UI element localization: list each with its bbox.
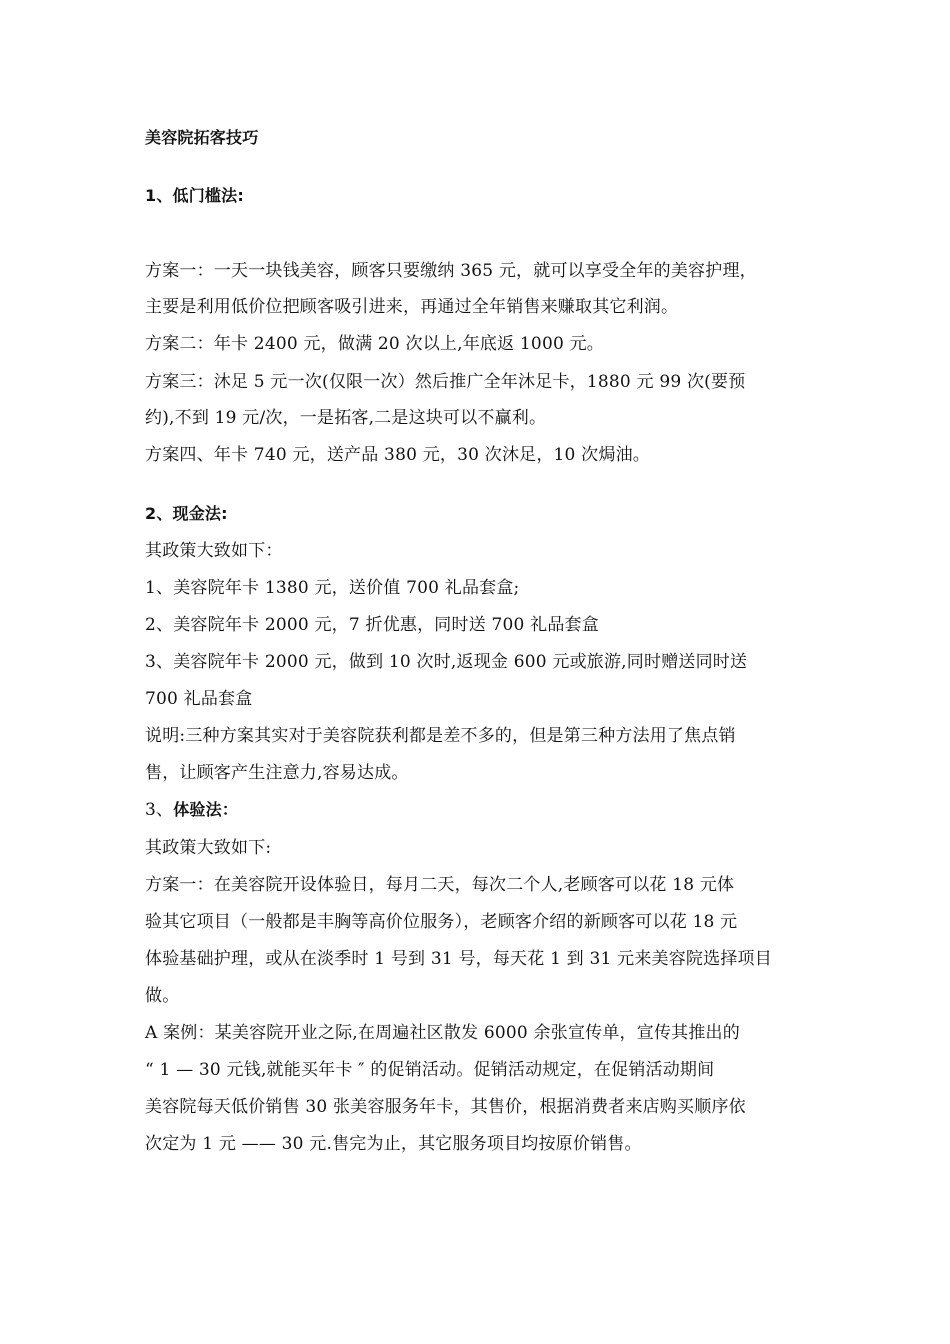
paragraph-line: 说明:三种方案其实对于美容院获利都是差不多的，但是第三种方法用了焦点销 <box>145 726 736 746</box>
paragraph-line: A 案例：某美容院开业之际,在周遍社区散发 6000 余张宣传单，宣传其推出的 <box>145 1023 740 1043</box>
paragraph-line: 售，让顾客产生注意力,容易达成。 <box>145 763 409 783</box>
section-3-number: 3、 <box>145 800 174 820</box>
paragraph-line: 方案四、年卡 740 元，送产品 380 元，30 次沐足，10 次焗油。 <box>145 445 650 465</box>
paragraph-line: 次定为 1 元 —— 30 元.售完为止，其它服务项目均按原价销售。 <box>145 1134 642 1154</box>
paragraph-line: 主要是利用低价位把顾客吸引进来，再通过全年销售来赚取其它利润。 <box>145 297 679 317</box>
paragraph-line: 体验基础护理，或从在淡季时 1 号到 31 号，每天花 1 到 31 元来美容院选择项目 <box>145 949 772 969</box>
section-3-title: 体验法： <box>173 800 239 819</box>
section-1-heading: 1、低门槛法: <box>145 186 244 205</box>
paragraph-line: 其政策大致如下: <box>145 838 272 858</box>
list-item: 3、美容院年卡 2000 元，做到 10 次时,返现金 600 元或旅游,同时赠送同时送 <box>145 652 748 672</box>
paragraph-line: 做。 <box>145 986 180 1006</box>
list-item: 2、美容院年卡 2000 元，7 折优惠，同时送 700 礼品套盒 <box>145 615 599 635</box>
paragraph-line: 方案一：一天一块钱美容，顾客只要缴纳 365 元，就可以享受全年的美容护理， <box>145 261 757 281</box>
list-item: 1、美容院年卡 1380 元，送价值 700 礼品套盒; <box>145 578 520 598</box>
paragraph-line: 方案一：在美容院开设体验日，每月二天，每次二个人,老顾客可以花 18 元体 <box>145 875 735 895</box>
section-3-heading <box>145 799 238 821</box>
paragraph-line: 方案三：沐足 5 元一次(仅限一次）然后推广全年沐足卡，1880 元 99 次(要预 <box>145 372 746 392</box>
page-title: 美容院拓客技巧 <box>145 128 259 147</box>
paragraph-line: “ 1 — 30 元钱,就能买年卡 ″ 的促销活动。促销活动规定，在促销活动期间 <box>145 1060 715 1080</box>
paragraph-line: 美容院每天低价销售 30 张美容服务年卡，其售价，根据消费者来店购买顺序依 <box>145 1097 746 1117</box>
section-2-heading: 2、现金法: <box>145 504 228 523</box>
paragraph-line: 约),不到 19 元/次，一是拓客,二是这块可以不赢利。 <box>145 408 547 428</box>
paragraph-line: 方案二：年卡 2400 元，做满 20 次以上,年底返 1000 元。 <box>145 334 604 354</box>
paragraph-line: 验其它项目（一般都是丰胸等高价位服务），老顾客介绍的新顾客可以花 18 元 <box>145 912 738 932</box>
list-item: 700 礼品套盒 <box>145 689 253 709</box>
paragraph-line: 其政策大致如下： <box>145 541 283 561</box>
